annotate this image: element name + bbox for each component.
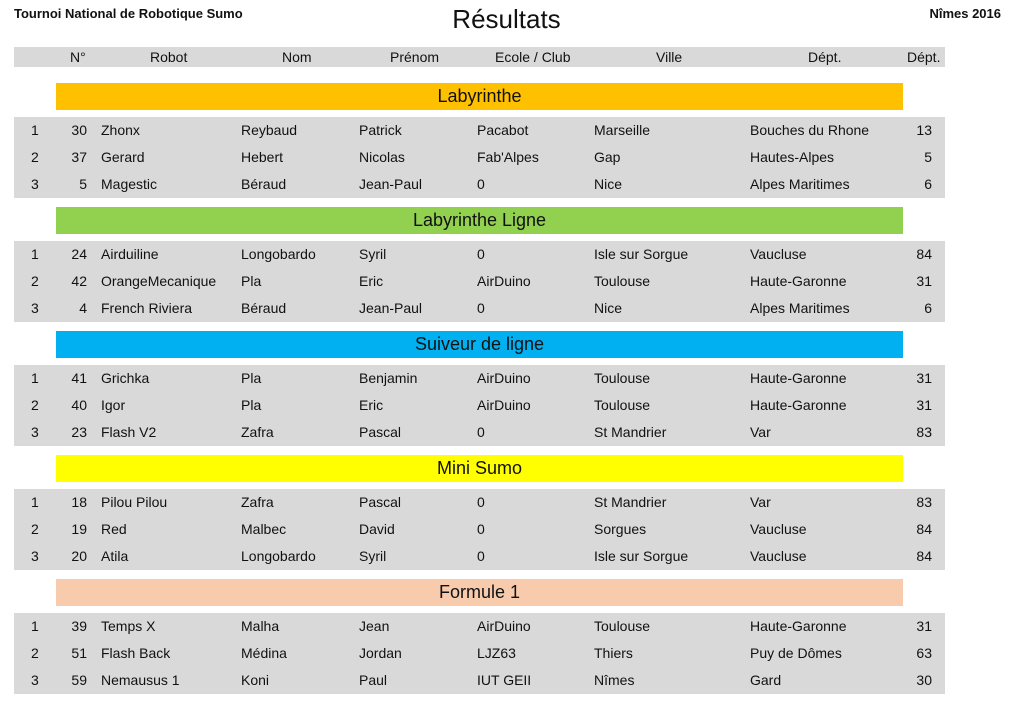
table-row (14, 365, 945, 392)
cell-dept: Haute-Garonne (750, 397, 847, 413)
cell-ville: Gap (594, 149, 621, 165)
cell-ville: Nice (594, 300, 623, 316)
table-row (14, 392, 945, 419)
cell-ville: Marseille (594, 122, 651, 138)
cell-rank: 1 (31, 246, 39, 262)
cell-nom: Hebert (241, 149, 284, 165)
table-row (14, 144, 945, 171)
cell-rank: 2 (31, 149, 39, 165)
cell-nom: Médina (241, 645, 287, 661)
column-header-nom: Nom (282, 49, 312, 65)
cell-rank: 2 (31, 521, 39, 537)
cell-code: 83 (916, 424, 932, 440)
cell-ecole: AirDuino (477, 397, 531, 413)
cell-code: 30 (916, 672, 932, 688)
cell-code: 63 (916, 645, 932, 661)
cell-prenom: Jean (359, 618, 390, 634)
cell-ville: Toulouse (594, 397, 651, 413)
cell-num: 41 (71, 370, 87, 386)
column-header-row (14, 47, 945, 67)
cell-nom: Béraud (241, 176, 287, 192)
cell-ecole: AirDuino (477, 618, 531, 634)
cell-num: 20 (71, 548, 87, 564)
cell-num: 19 (71, 521, 87, 537)
tournament-name: Tournoi National de Robotique Sumo (14, 6, 243, 21)
cell-ecole: Fab'Alpes (477, 149, 539, 165)
cell-nom: Koni (241, 672, 270, 688)
table-row (14, 613, 945, 640)
cell-rank: 1 (31, 494, 39, 510)
cell-nom: Pla (241, 273, 262, 289)
cell-ecole: IUT GEII (477, 672, 532, 688)
cell-nom: Béraud (241, 300, 287, 316)
category-title: Labyrinthe (56, 83, 903, 110)
cell-ville: St Mandrier (594, 424, 667, 440)
page-title: Résultats (452, 4, 561, 34)
column-header-robot: Robot (150, 49, 188, 65)
event-location-year: Nîmes 2016 (929, 6, 1001, 21)
cell-code: 84 (916, 246, 932, 262)
table-row (14, 640, 945, 667)
cell-ville: Nice (594, 176, 623, 192)
category-results (14, 489, 945, 570)
cell-num: 37 (71, 149, 87, 165)
cell-prenom: Paul (359, 672, 388, 688)
cell-dept: Puy de Dômes (750, 645, 842, 661)
column-header-prenom: Prénom (390, 49, 440, 65)
cell-ville: Isle sur Sorgue (594, 548, 689, 564)
cell-prenom: Benjamin (359, 370, 418, 386)
cell-rank: 2 (31, 273, 39, 289)
cell-ecole: AirDuino (477, 273, 531, 289)
cell-num: 5 (79, 176, 87, 192)
cell-prenom: Pascal (359, 424, 402, 440)
table-row (14, 171, 945, 198)
category-section (14, 455, 945, 570)
cell-prenom: Pascal (359, 494, 402, 510)
cell-ecole: 0 (477, 424, 485, 440)
cell-ecole: 0 (477, 300, 485, 316)
cell-dept: Hautes-Alpes (750, 149, 835, 165)
cell-dept: Gard (750, 672, 782, 688)
cell-ville: Thiers (594, 645, 633, 661)
cell-prenom: Jordan (359, 645, 402, 661)
cell-robot: Flash Back (101, 645, 171, 661)
cell-robot: Airduiline (101, 246, 159, 262)
category-title: Mini Sumo (56, 455, 903, 482)
cell-num: 4 (79, 300, 87, 316)
column-header-num: N° (70, 49, 86, 65)
cell-ville: Toulouse (594, 618, 651, 634)
table-row (14, 295, 945, 322)
cell-code: 31 (916, 370, 932, 386)
cell-dept: Haute-Garonne (750, 370, 847, 386)
cell-ville: St Mandrier (594, 494, 667, 510)
cell-prenom: Jean-Paul (359, 176, 423, 192)
column-header-dept-code: Dépt. (907, 49, 941, 65)
cell-ecole: LJZ63 (477, 645, 516, 661)
cell-dept: Vaucluse (750, 246, 807, 262)
cell-rank: 1 (31, 122, 39, 138)
cell-rank: 3 (31, 424, 39, 440)
cell-ecole: 0 (477, 494, 485, 510)
category-results (14, 365, 945, 446)
cell-rank: 3 (31, 548, 39, 564)
cell-rank: 1 (31, 618, 39, 634)
cell-rank: 2 (31, 397, 39, 413)
cell-ecole: 0 (477, 521, 485, 537)
cell-robot: Pilou Pilou (101, 494, 168, 510)
cell-robot: Red (101, 521, 127, 537)
cell-code: 6 (924, 300, 932, 316)
table-row (14, 241, 945, 268)
cell-prenom: Jean-Paul (359, 300, 423, 316)
cell-robot: French Riviera (101, 300, 193, 316)
cell-num: 59 (71, 672, 87, 688)
cell-code: 84 (916, 548, 932, 564)
cell-num: 40 (71, 397, 87, 413)
category-results (14, 241, 945, 322)
cell-prenom: Patrick (359, 122, 402, 138)
cell-prenom: David (359, 521, 395, 537)
cell-ecole: 0 (477, 548, 485, 564)
cell-dept: Alpes Maritimes (750, 176, 850, 192)
cell-dept: Vaucluse (750, 548, 807, 564)
cell-prenom: Nicolas (359, 149, 405, 165)
cell-prenom: Eric (359, 397, 384, 413)
cell-prenom: Syril (359, 246, 387, 262)
column-header-ecole: Ecole / Club (495, 49, 571, 65)
cell-ville: Toulouse (594, 273, 651, 289)
cell-dept: Bouches du Rhone (750, 122, 870, 138)
cell-num: 42 (71, 273, 87, 289)
cell-num: 24 (71, 246, 87, 262)
cell-prenom: Eric (359, 273, 384, 289)
cell-dept: Haute-Garonne (750, 273, 847, 289)
cell-rank: 3 (31, 300, 39, 316)
category-results (14, 117, 945, 198)
cell-ville: Sorgues (594, 521, 647, 537)
table-row (14, 419, 945, 446)
cell-nom: Longobardo (241, 246, 316, 262)
cell-robot: Zhonx (101, 122, 140, 138)
cell-ville: Isle sur Sorgue (594, 246, 689, 262)
cell-code: 84 (916, 521, 932, 537)
table-row (14, 516, 945, 543)
cell-nom: Longobardo (241, 548, 316, 564)
category-results (14, 613, 945, 694)
cell-dept: Haute-Garonne (750, 618, 847, 634)
table-row (14, 268, 945, 295)
cell-nom: Zafra (241, 424, 274, 440)
cell-prenom: Syril (359, 548, 387, 564)
cell-ville: Nîmes (594, 672, 635, 688)
category-title: Suiveur de ligne (56, 331, 903, 358)
cell-num: 18 (71, 494, 87, 510)
cell-robot: Temps X (101, 618, 156, 634)
cell-robot: Igor (101, 397, 126, 413)
column-header-dept-name: Dépt. (808, 49, 842, 65)
category-section (14, 207, 945, 322)
cell-ecole: 0 (477, 246, 485, 262)
cell-robot: Flash V2 (101, 424, 157, 440)
cell-nom: Pla (241, 370, 262, 386)
category-title: Formule 1 (56, 579, 903, 606)
cell-code: 31 (916, 618, 932, 634)
cell-num: 23 (71, 424, 87, 440)
cell-code: 31 (916, 397, 932, 413)
cell-nom: Pla (241, 397, 262, 413)
cell-nom: Zafra (241, 494, 274, 510)
cell-dept: Alpes Maritimes (750, 300, 850, 316)
cell-num: 51 (71, 645, 87, 661)
cell-num: 30 (71, 122, 87, 138)
category-section (14, 579, 945, 694)
table-row (14, 667, 945, 694)
cell-rank: 2 (31, 645, 39, 661)
table-row (14, 489, 945, 516)
cell-ecole: Pacabot (477, 122, 529, 138)
cell-code: 13 (916, 122, 932, 138)
cell-rank: 3 (31, 176, 39, 192)
cell-nom: Reybaud (241, 122, 298, 138)
cell-num: 39 (71, 618, 87, 634)
cell-code: 31 (916, 273, 932, 289)
cell-ville: Toulouse (594, 370, 651, 386)
cell-dept: Var (750, 424, 771, 440)
cell-robot: Magestic (101, 176, 158, 192)
cell-rank: 1 (31, 370, 39, 386)
category-section (14, 331, 945, 446)
cell-nom: Malbec (241, 521, 287, 537)
cell-dept: Vaucluse (750, 521, 807, 537)
category-section (14, 83, 945, 198)
cell-dept: Var (750, 494, 771, 510)
cell-robot: Atila (101, 548, 129, 564)
category-title: Labyrinthe Ligne (56, 207, 903, 234)
cell-code: 83 (916, 494, 932, 510)
cell-ecole: AirDuino (477, 370, 531, 386)
cell-ecole: 0 (477, 176, 485, 192)
cell-code: 5 (924, 149, 932, 165)
cell-nom: Malha (241, 618, 280, 634)
cell-robot: OrangeMecanique (101, 273, 217, 289)
cell-rank: 3 (31, 672, 39, 688)
cell-robot: Nemausus 1 (101, 672, 180, 688)
cell-robot: Grichka (101, 370, 150, 386)
cell-robot: Gerard (101, 149, 145, 165)
table-row (14, 543, 945, 570)
column-header-ville: Ville (656, 49, 683, 65)
table-row (14, 117, 945, 144)
cell-code: 6 (924, 176, 932, 192)
